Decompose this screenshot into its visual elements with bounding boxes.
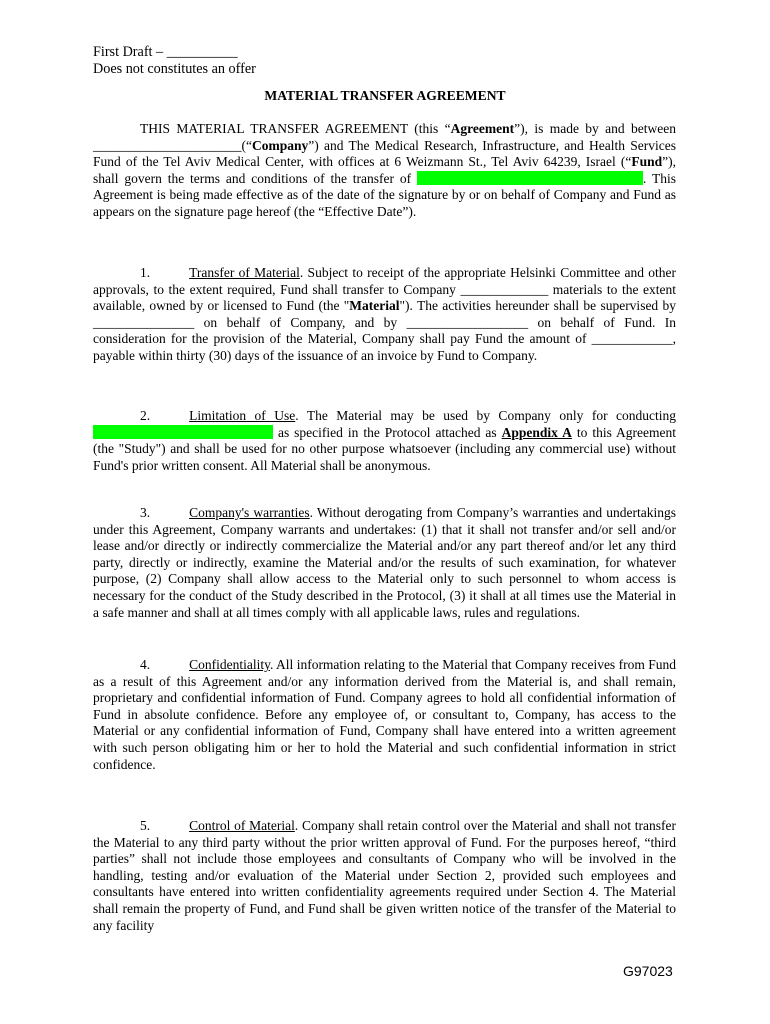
highlighted-blank-material (417, 171, 643, 185)
appendix-reference: Appendix A (501, 424, 572, 440)
intro-paragraph: THIS MATERIAL TRANSFER AGREEMENT (this “Agreement”), is made by and between ______________________(“Company”) and The Medical Research, Infrastructure, and Health Services Fund of the Tel Aviv Medical Center, with offices at 6 Weizmann St., Tel Aviv 64239, Israel (“Fund”), shall govern the terms and conditions of the transfer of . This Agreement is being made effective as of the date of the signature by or on behalf of Company and Fund as appears on the signature page hereof (the “Effective Date”). (93, 121, 676, 219)
offer-disclaimer: Does not constitutes an offer (93, 61, 256, 77)
section-number: 4. (140, 657, 151, 672)
section-heading: Company's warranties (189, 505, 310, 520)
section-1-transfer-of-material: 1. Transfer of Material. Subject to receipt of the appropriate Helsinki Committee and other approvals, to the extent required, Fund shall transfer to Company _____________ materials to the extent available, owned by or licensed to Fund (the "Material"). The activities hereunder shall be supervised by _______________ on behalf of Company, and by __________________ on behalf of Fund. In consideration for the provision of the Material, Company shall pay Fund the amount of ____________, payable within thirty (30) days of the issuance of an invoice by Fund to Company. (93, 265, 676, 363)
document-title: MATERIAL TRANSFER AGREEMENT (264, 88, 506, 103)
section-number: 5. (140, 818, 151, 833)
highlighted-blank-study (93, 425, 273, 439)
section-heading: Confidentiality (189, 657, 270, 672)
section-5-control-of-material: 5. Control of Material. Company shall retain control over the Material and shall not transfer the Material to any third party without the prior written approval of Fund. For the purposes hereof, “third parties” shall not include those employees and consultants of Company who will be involved in the handling, testing and/or evaluation of the Material under Section 2, provided such employees and consultants have entered into written confidentiality agreements required under Section 4. The Material shall remain the property of Fund, and Fund shall be given written notice of the transfer of the Material to any facility (93, 818, 676, 933)
section-4-confidentiality: 4. Confidentiality. All information relating to the Material that Company receives from Fund as a result of this Agreement and/or any information derived from the Material is, and shall remain, proprietary and confidential information of Fund. Company agrees to hold all confidential information of Fund in absolute confidence. Before any employee of, or consultant to, Company, has access to the Material or any confidential information of Fund, Company shall have entered into a written agreement with such person obligating him or her to hold the Material and such confidential information in strict confidence. (93, 657, 676, 772)
section-number: 1. (140, 265, 151, 280)
draft-header (93, 44, 256, 78)
section-number: 2. (140, 408, 151, 423)
document-code: G97023 (623, 963, 673, 979)
section-heading: Transfer of Material (189, 265, 300, 280)
section-2-limitation-of-use: 2. Limitation of Use. The Material may be used by Company only for conducting as specified in the Protocol attached as Appendix A to this Agreement (the "Study") and shall be used for no other purpose whatsoever (including any commercial use) without Fund's prior written consent. All Material shall be anonymous. (93, 408, 677, 473)
section-heading: Control of Material (189, 818, 295, 833)
section-number: 3. (140, 505, 151, 520)
draft-line: First Draft – __________ (93, 44, 238, 60)
section-heading: Limitation of Use (189, 408, 296, 423)
section-3-company-warranties: 3. Company's warranties. Without derogating from Company’s warranties and undertakings under this Agreement, Company warrants and undertakes: (1) that it shall not transfer and/or sell and/or lease and/or directly or indirectly commercialize the Material and/or any part thereof and/or let any third party, directly or indirectly, examine the Material and/or the results of such examination, for whatever purpose, (2) Company shall allow access to the Material only to such personnel to whom access is necessary for the conduct of the Study described in the Protocol, (3) it shall at all times use the Material in a safe manner and shall at all times comply with all applicable laws, rules and regulations. (93, 505, 676, 620)
